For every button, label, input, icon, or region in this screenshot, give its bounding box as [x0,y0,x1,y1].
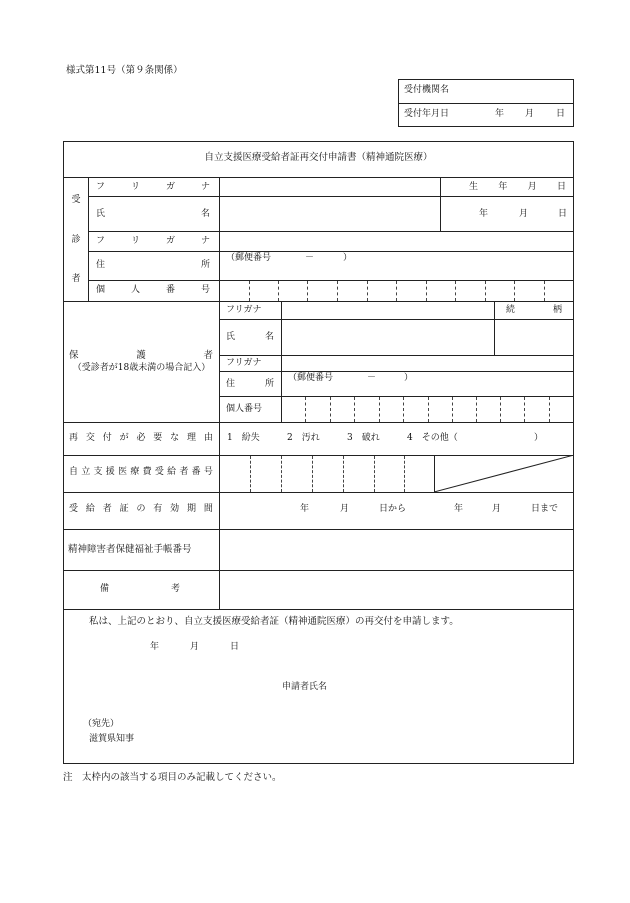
guardian-name-label: 氏 名 [226,332,274,342]
reissue-option-dirty[interactable]: 2 汚れ [287,433,320,443]
guardian-relation-label: 続 柄 [506,305,562,315]
reception-date-label: 受付年月日 [404,109,450,119]
patient-mynumber-label: 個 人 番 号 [96,285,210,295]
validity-month2: 月 [492,504,502,514]
patient-section-label: 受 診 者 [71,195,81,284]
guardian-postal-dash: － [367,373,377,383]
patient-address-field[interactable] [221,252,573,279]
addressee-name: 滋賀県知事 [89,734,135,744]
patient-furigana-field[interactable] [221,178,439,195]
reissue-other-field[interactable] [470,428,530,448]
validity-year1: 年 [300,504,310,514]
guardian-relation-field[interactable] [496,320,573,354]
birth-date-field[interactable] [442,197,573,230]
patient-postal-dash: － [305,253,315,263]
patient-name-label: 氏 名 [96,209,210,219]
patient-mynumber-field[interactable] [221,281,573,300]
reception-agency-field[interactable] [460,80,572,102]
reception-agency-label: 受付機関名 [404,85,450,95]
guardian-furigana-field[interactable] [283,302,493,318]
guardian-name-field[interactable] [283,320,493,354]
validity-period-label: 受 給 者 証 の 有 効 期 間 [69,504,213,514]
patient-furigana-label: フ リ ガ ナ [96,182,210,192]
form-id: 様式第11号（第９条関係） [66,65,183,76]
footer-note: 注 太枠内の該当する項目のみ記載してください。 [63,772,282,783]
validity-month1: 月 [340,504,350,514]
patient-address-furigana-label: フ リ ガ ナ [96,236,210,246]
recipient-number-diagonal [434,455,574,492]
reception-month: 月 [525,109,535,119]
recipient-number-label: 自 立 支 援 医 療 費 受 給 者 番 号 [69,467,213,477]
addressee-label: （宛先） [83,719,120,729]
reissue-option-torn[interactable]: 3 破れ [347,433,380,443]
declaration-year: 年 [150,642,160,652]
validity-until: 日まで [531,504,559,514]
guardian-section-note: （受診者が18歳未満の場合記入） [72,363,211,373]
patient-postal-close: ） [343,253,353,263]
handbook-number-label: 精神障害者保健福祉手帳番号 [68,544,192,555]
remarks-label: 備 考 [100,584,180,594]
guardian-postal-label: （郵便番号 [288,373,334,383]
guardian-section-label: 保 護 者 [69,350,213,361]
reissue-reason-label: 再 交 付 が 必 要 な 理 由 [69,433,213,443]
declaration-date-field[interactable] [100,636,250,656]
guardian-address-label: 住 所 [226,379,274,389]
guardian-mynumber-label: 個人番号 [226,404,263,414]
validity-from: 日から [379,504,407,514]
form-title: 自立支援医療受給者証再交付申請書（精神通院医療） [204,152,433,163]
patient-name-field[interactable] [221,197,439,230]
guardian-address-furigana-label: フリガナ [226,358,262,368]
birth-date-label: 生 年 月 日 [469,182,566,192]
handbook-number-field[interactable] [221,530,573,569]
patient-postal-label: （郵便番号 [226,253,272,263]
validity-start-field[interactable] [221,493,401,528]
reissue-option-lost[interactable]: 1 紛失 [227,433,260,443]
declaration-text: 私は、上記のとおり、自立支援医療受給者証（精神通院医療）の再交付を申請します。 [89,616,459,627]
reissue-option-other[interactable]: 4 その他（ [407,433,458,443]
patient-address-label: 住 所 [96,260,210,270]
reception-year: 年 [495,109,505,119]
birth-year: 年 [479,209,489,219]
guardian-postal-close: ） [404,373,414,383]
declaration-day: 日 [230,642,240,652]
applicant-name-field[interactable] [340,675,560,697]
guardian-address-field[interactable] [283,372,573,395]
remarks-field[interactable] [221,571,573,608]
birth-day: 日 [558,209,568,219]
birth-month: 月 [519,209,529,219]
applicant-name-label: 申請者氏名 [282,682,328,692]
declaration-month: 月 [190,642,200,652]
guardian-address-furigana-field[interactable] [283,356,573,370]
reissue-other-close: ） [534,433,544,443]
validity-year2: 年 [454,504,464,514]
guardian-furigana-label: フリガナ [226,305,262,315]
patient-address-furigana-field[interactable] [221,232,573,250]
recipient-number-field[interactable] [221,456,433,491]
reception-day: 日 [556,109,566,119]
